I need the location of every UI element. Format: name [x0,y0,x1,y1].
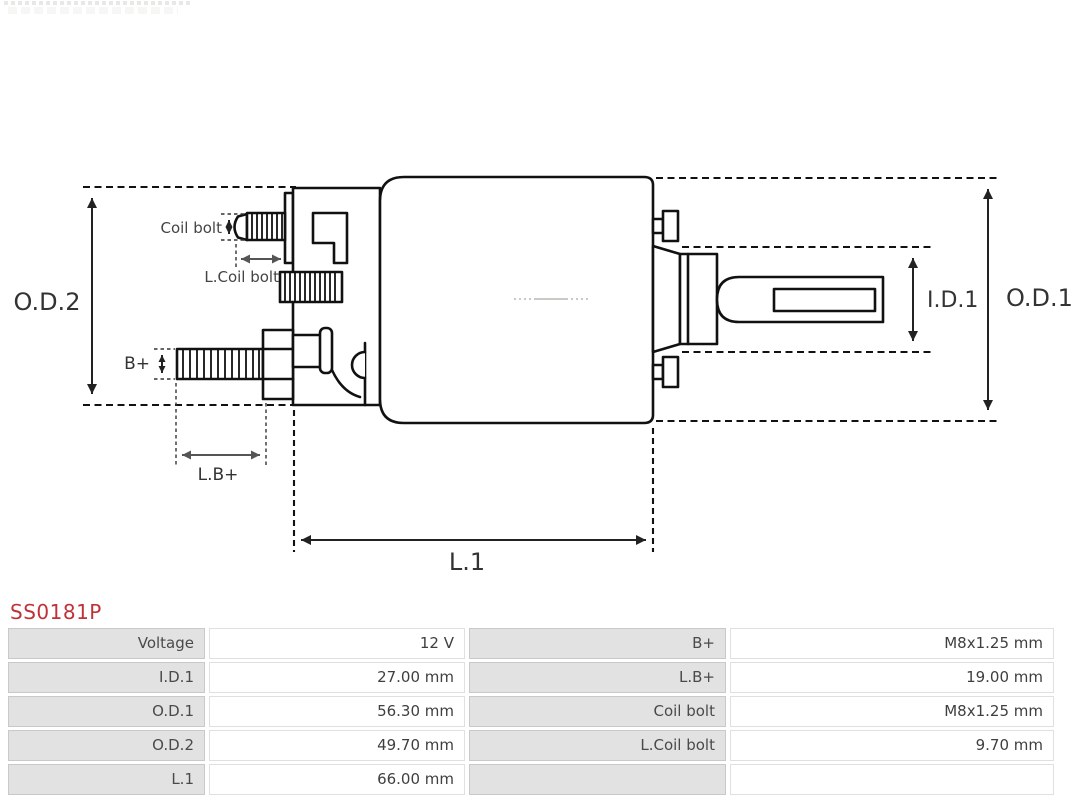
plunger [653,246,883,352]
spec-value-right: 9.70 mm [730,730,1054,761]
dimension-l-coil-bolt [204,244,281,286]
spec-value-right [730,764,1054,795]
b-plus-label: B+ [124,354,150,374]
spec-label-right: Coil bolt [469,696,726,727]
spec-label-left: Voltage [8,628,205,659]
dimension-l-b-plus [176,383,266,485]
coil-bolt-label: Coil bolt [160,219,222,237]
b-plus-nut [263,330,293,399]
spec-label-right [469,764,726,795]
spec-value-left: 12 V [209,628,465,659]
od1-label: O.D.1 [1006,284,1073,312]
od2-label: O.D.2 [13,288,81,316]
part-number-title: SS0181P [10,600,102,624]
dimension-coil-bolt [160,214,246,240]
spec-label-right: B+ [469,628,726,659]
spec-label-left: I.D.1 [8,662,205,693]
spec-label-left: L.1 [8,764,205,795]
spec-value-right: M8x1.25 mm [730,628,1054,659]
dimension-l1 [294,410,653,576]
spec-value-left: 66.00 mm [209,764,465,795]
l-b-plus-label: L.B+ [197,465,239,485]
plunger-rod [717,277,883,322]
l-coil-bolt-label: L.Coil bolt [204,268,279,286]
spec-label-right: L.Coil bolt [469,730,726,761]
spec-label-right: L.B+ [469,662,726,693]
spec-value-right: M8x1.25 mm [730,696,1054,727]
spec-label-left: O.D.1 [8,696,205,727]
spec-value-left: 49.70 mm [209,730,465,761]
solenoid-body [380,177,653,423]
l1-label: L.1 [448,548,486,576]
spec-value-right: 19.00 mm [730,662,1054,693]
spec-table [8,628,1054,795]
spec-value-left: 56.30 mm [209,696,465,727]
id1-label: I.D.1 [927,288,979,313]
coil-bolt-tip [235,214,248,240]
dimension-b-plus [124,349,175,379]
spec-value-left: 27.00 mm [209,662,465,693]
spec-label-left: O.D.2 [8,730,205,761]
